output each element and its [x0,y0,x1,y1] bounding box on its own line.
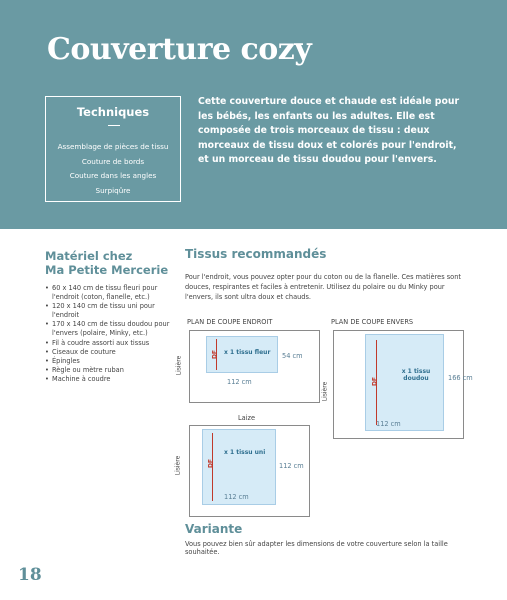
page-number: 18 [18,565,42,585]
technique-item: Couture de bords [81,156,145,166]
tissus-paragraph: Pour l'endroit, vous pouvez opter pour du coton ou de la flanelle. Ces matières sont douces, respirantes et faciles à entretenir. Utilisez du polaire ou du Minky pour l'envers, ils sont ultra doux et chauds. [185,273,461,301]
techniques-box [45,96,181,202]
dimension-width: 112 cm [224,493,249,501]
piece-label-line: x 1 tissu [401,368,431,375]
materiel-title [45,249,168,277]
list-item: • 170 x 140 cm de tissu doudou pour l'envers (polaire, Minky, etc.) [45,320,177,338]
piece-label-line: doudou [403,375,429,382]
technique-item: Couture dans les angles [69,171,157,180]
page-title: Couverture cozy [47,32,312,67]
materiel-list [45,284,177,384]
list-item: • Règle ou mètre ruban [45,366,177,375]
piece-label [392,368,440,382]
list-item: • Épingles [45,357,177,366]
df-label: DF [207,458,215,469]
dimension-width: 112 cm [227,378,252,386]
list-item: • Ciseaux de couture [45,348,177,357]
list-item: • 120 x 140 cm de tissu uni pour l'endroit [45,302,177,320]
lisiere-label: Lisière [321,381,329,402]
tissus-title: Tissus recommandés [185,247,327,261]
technique-item: Surpiqûre [95,185,131,195]
dimension-height: 112 cm [279,462,304,470]
dimension-height: 54 cm [282,352,303,360]
dimension-height: 166 cm [448,374,473,382]
piece-label: x 1 tissu fleur [224,349,271,356]
techniques-list [46,140,180,198]
materiel-title-line: Ma Petite Mercerie [45,263,169,277]
variante-title: Variante [185,522,243,536]
techniques-title: Techniques [76,105,150,119]
list-item: • Fil à coudre assorti aux tissus [45,339,177,348]
technique-item: Assemblage de pièces de tissu [57,142,169,151]
lisiere-label: Lisière [175,355,183,376]
lisiere-label: Lisière [174,455,182,476]
df-label: DF [211,349,219,360]
materiel-title-line: Matériel chez [45,249,133,263]
variante-paragraph: Vous pouvez bien sûr adapter les dimensions de votre couverture selon la taille souhaitée. [185,540,448,556]
df-label: DF [371,376,379,387]
header-band [0,0,507,229]
intro-paragraph: Cette couverture douce et chaude est idéale pour les bébés, les enfants ou les adultes. Elle est composée de trois morceaux de tissu : deux morceaux de tissu doux et colorés pour l'endroit, et un morceau de tissu doudou pour l'envers. [198,96,460,165]
dimension-width: 112 cm [376,420,401,428]
laize-label: Laize [238,414,256,422]
list-item: • 60 x 140 cm de tissu fleuri pour l'endroit (coton, flanelle, etc.) [45,284,177,302]
piece-label: x 1 tissu uni [224,449,266,456]
envers-caption: PLAN DE COUPE ENVERS [331,318,414,326]
endroit-caption: PLAN DE COUPE ENDROIT [187,318,273,326]
list-item: • Machine à coudre [45,375,177,384]
techniques-divider [108,125,120,126]
